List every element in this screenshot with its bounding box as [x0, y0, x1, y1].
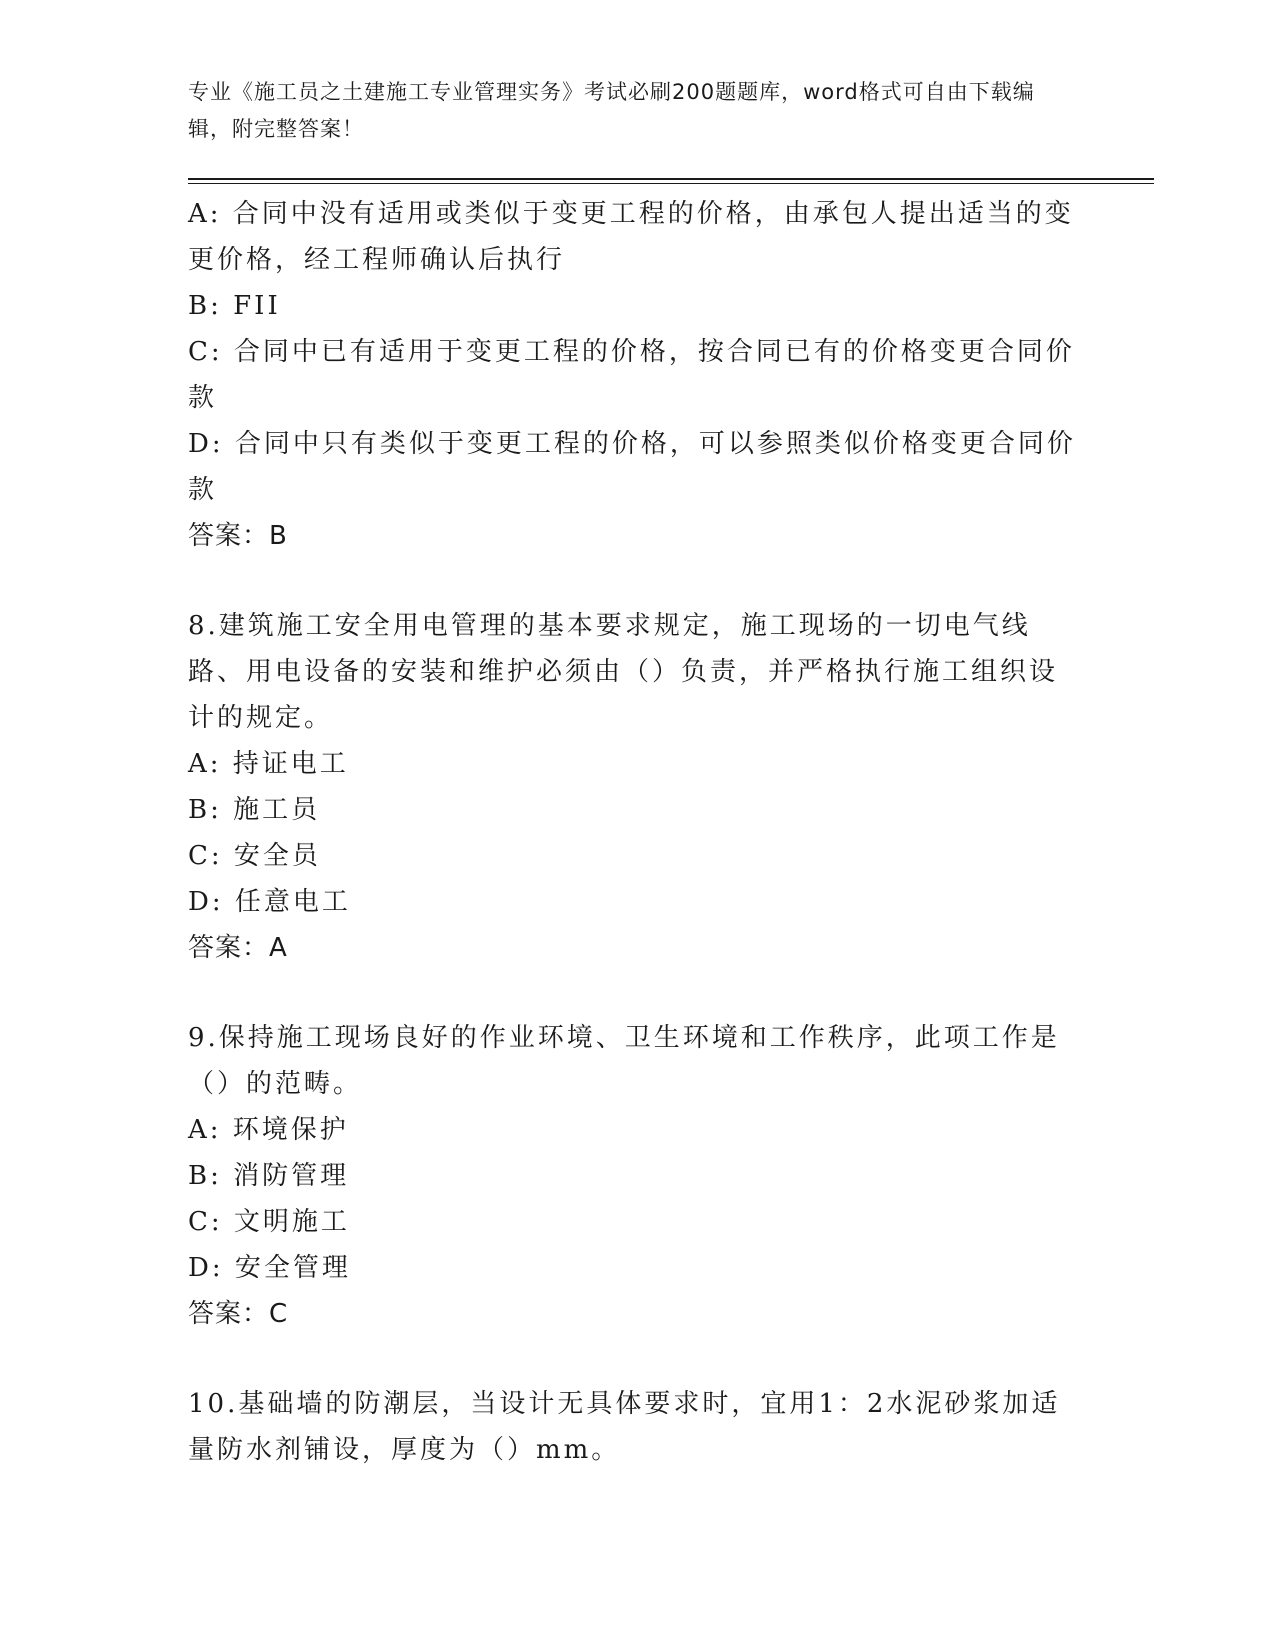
header-divider-thick: [188, 178, 1154, 180]
option-b: B: 施工员: [188, 795, 321, 825]
question-8: [188, 603, 1078, 971]
option-b: B: 消防管理: [188, 1161, 350, 1191]
option-a: A: 环境保护: [188, 1115, 349, 1145]
document-intro: 专业《施工员之土建施工专业管理实务》考试必刷200题题库，word格式可自由下载编辑，附完整答案！: [188, 80, 1035, 141]
option-c: C: 合同中已有适用于变更工程的价格，按合同已有的价格变更合同价款: [188, 337, 1075, 413]
option-d: D: 安全管理: [188, 1253, 351, 1283]
option-d: D: 任意电工: [188, 887, 351, 917]
answer-line: 答案：B: [188, 521, 288, 551]
option-b: B: FII: [188, 291, 281, 321]
question-7-continued: [188, 191, 1078, 559]
question-stem: 8.建筑施工安全用电管理的基本要求规定，施工现场的一切电气线路、用电设备的安装和维护必须由（）负责，并严格执行施工组织设计的规定。: [188, 611, 1059, 733]
option-c: C: 文明施工: [188, 1207, 350, 1237]
answer-line: 答案：C: [188, 1299, 289, 1329]
question-stem: 10.基础墙的防潮层，当设计无具体要求时，宜用1：2水泥砂浆加适量防水剂铺设，厚度为（）mm。: [188, 1389, 1061, 1465]
question-10: [188, 1381, 1078, 1473]
question-9: [188, 1015, 1078, 1337]
option-a: A: 持证电工: [188, 749, 349, 779]
option-c: C: 安全员: [188, 841, 321, 871]
question-list: [188, 191, 1078, 1473]
option-a: A: 合同中没有适用或类似于变更工程的价格，由承包人提出适当的变更价格，经工程师确认后执行: [188, 199, 1074, 275]
option-d: D: 合同中只有类似于变更工程的价格，可以参照类似价格变更合同价款: [188, 429, 1076, 505]
question-stem: 9.保持施工现场良好的作业环境、卫生环境和工作秩序，此项工作是（）的范畴。: [188, 1023, 1060, 1099]
answer-line: 答案：A: [188, 933, 288, 963]
header-divider-thin: [188, 183, 1154, 184]
